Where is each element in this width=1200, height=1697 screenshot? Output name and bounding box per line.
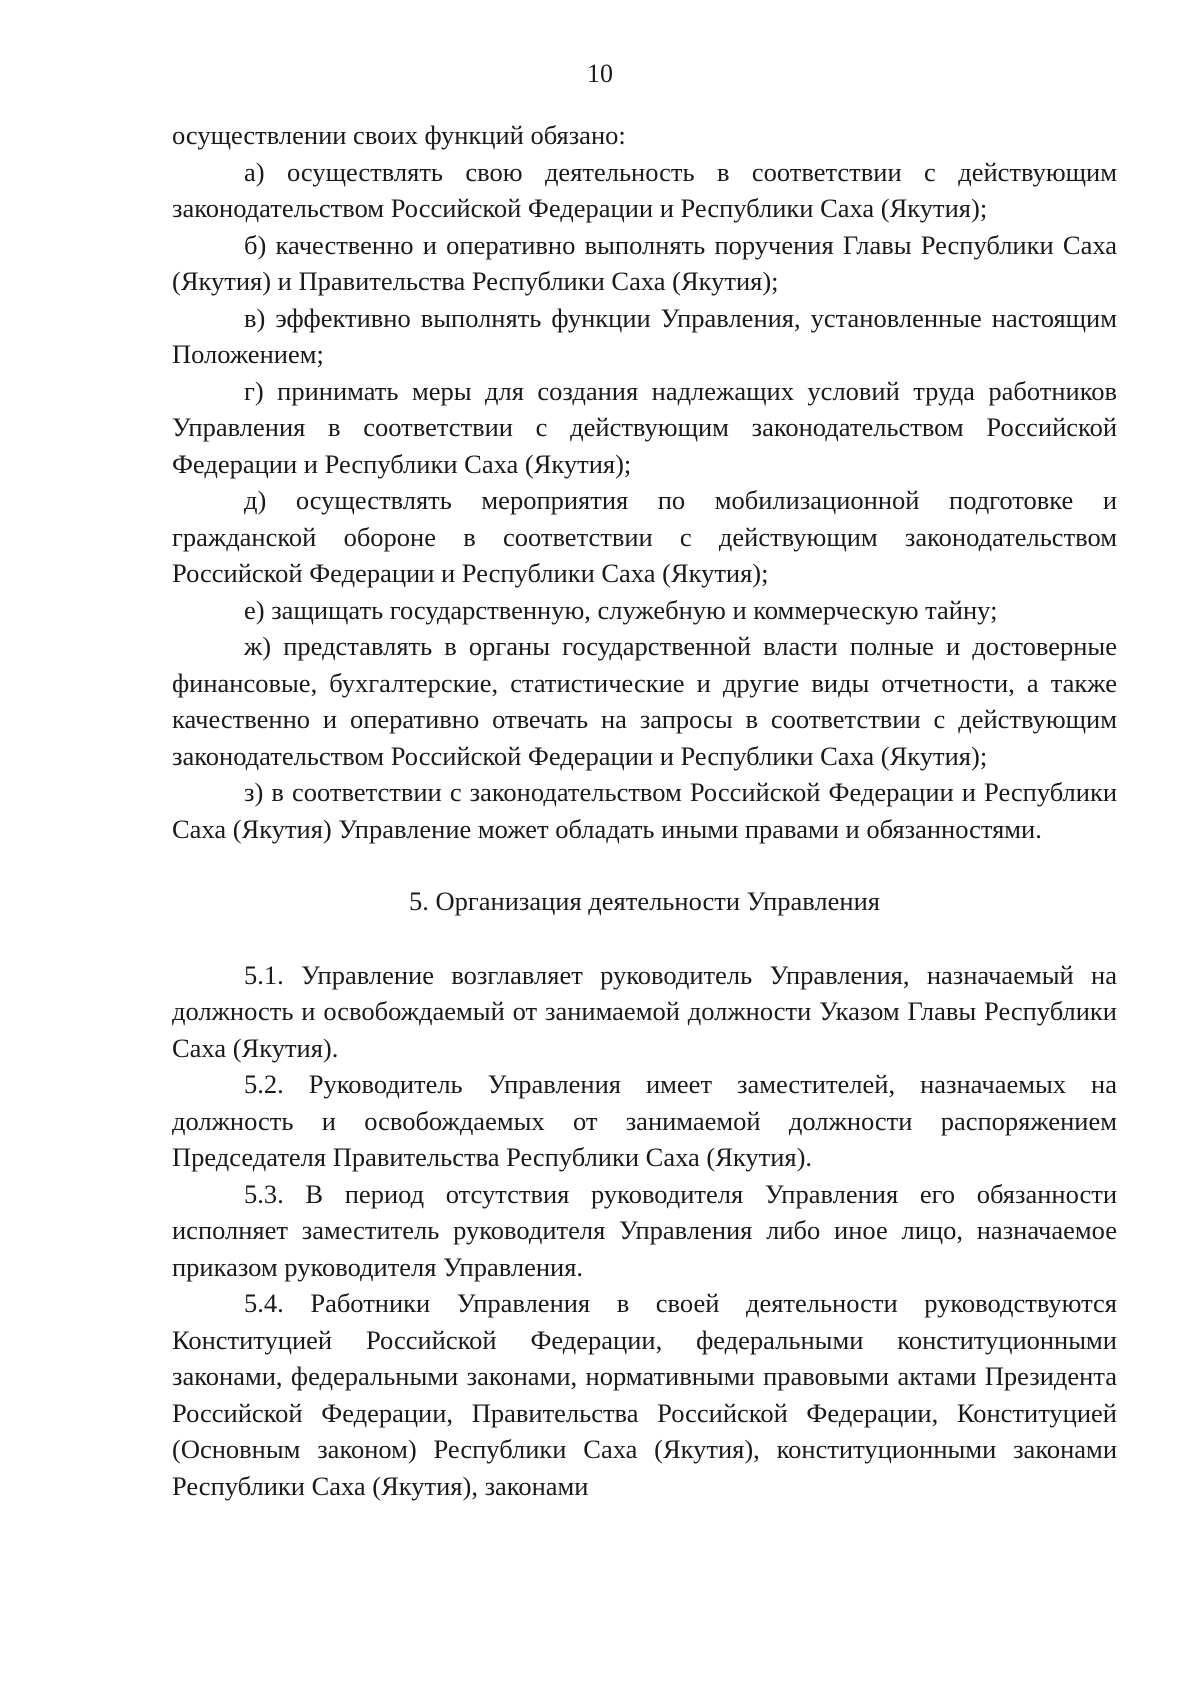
document-body [172,117,1117,1504]
clause-5-3: 5.3. В период отсутствия руководителя Управления его обязанности исполняет заместитель руководителя Управления либо иное лицо, назначаемое приказом руководителя Управления. [172,1178,1117,1282]
list-item-v: в) эффективно выполнять функции Управления, установленные настоящим Положением; [172,302,1117,369]
clause-5-4: 5.4. Работники Управления в своей деятельности руководствуются Конституцией Российской Федерации, федеральными конституционными законами, федеральными законами, нормативными правовыми актами Президента Российской Федерации, Правительства Российской Федерации, Конституцией (Основным законом) Республики Саха (Якутия), конституционными законами Республики Саха (Якутия), законами [172,1288,1117,1501]
clause-5-2: 5.2. Руководитель Управления имеет заместителей, назначаемых на должность и освобождаемых от занимаемой должности распоряжением Председателя Правительства Республики Саха (Якутия). [172,1069,1117,1172]
section-heading: 5. Организация деятельности Управления [409,886,880,916]
list-item-g: г) принимать меры для создания надлежащих условий труда работников Управления в соответствии с действующим законодательством Российской Федерации и Республики Саха (Якутия); [172,375,1117,479]
clause-5-1: 5.1. Управление возглавляет руководитель Управления, назначаемый на должность и освобождаемый от занимаемой должности Указом Главы Республики Саха (Якутия). [172,959,1117,1063]
list-item-zh: ж) представлять в органы государственной власти полные и достоверные финансовые, бухгалтерские, статистические и другие виды отчетности, а также качественно и оперативно отвечать на запросы в соответствии с действующим законодательством Российской Федерации и Республики Саха (Якутия); [172,631,1117,771]
list-item-b: б) качественно и оперативно выполнять поручения Главы Республики Саха (Якутия) и Правительства Республики Саха (Якутия); [172,229,1117,296]
list-item-e: е) защищать государственную, служебную и коммерческую тайну; [244,594,998,625]
list-item-d: д) осуществлять мероприятия по мобилизационной подготовке и гражданской обороне в соответствии с действующим законодательством Российской Федерации и Республики Саха (Якутия); [172,485,1117,588]
list-item-z: з) в соответствии с законодательством Российской Федерации и Республики Саха (Якутия) Управление может обладать иными правами и обязанностями. [172,777,1117,844]
page-number: 10 [587,59,613,88]
paragraph-continuation: осуществлении своих функций обязано: [172,120,626,150]
list-item-a: а) осуществлять свою деятельность в соответствии с действующим законодательством Российской Федерации и Республики Саха (Якутия); [172,156,1117,223]
